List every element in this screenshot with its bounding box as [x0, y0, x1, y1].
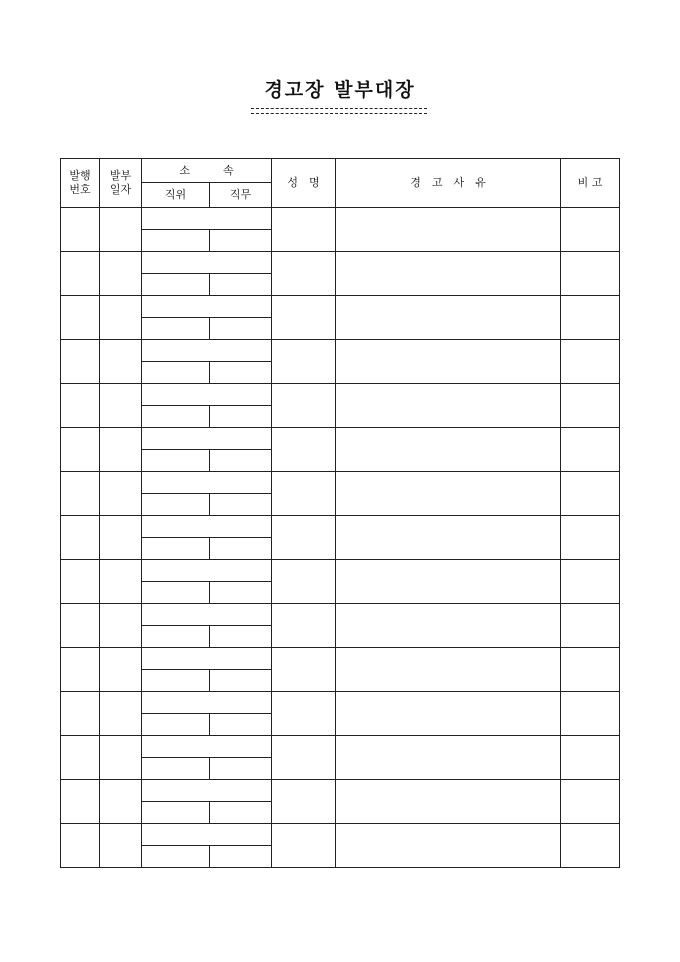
cell-duty[interactable]: [210, 714, 272, 736]
cell-remarks[interactable]: [561, 472, 620, 516]
cell-affiliation[interactable]: [142, 604, 272, 626]
cell-name[interactable]: [272, 648, 336, 692]
cell-issue-number[interactable]: [61, 252, 100, 296]
cell-warning-reason[interactable]: [336, 340, 561, 384]
cell-affiliation[interactable]: [142, 648, 272, 670]
cell-position[interactable]: [142, 802, 210, 824]
cell-remarks[interactable]: [561, 428, 620, 472]
cell-remarks[interactable]: [561, 604, 620, 648]
cell-warning-reason[interactable]: [336, 472, 561, 516]
header-issue-number-line2: 번호: [69, 183, 91, 196]
table-row: [61, 604, 620, 626]
table-row: [61, 648, 620, 670]
cell-warning-reason[interactable]: [336, 604, 561, 648]
header-issue-number-line1: 발행: [69, 169, 91, 182]
cell-remarks[interactable]: [561, 208, 620, 252]
cell-affiliation[interactable]: [142, 252, 272, 274]
cell-name[interactable]: [272, 340, 336, 384]
cell-warning-reason[interactable]: [336, 428, 561, 472]
cell-duty[interactable]: [210, 494, 272, 516]
table-row: [61, 736, 620, 758]
cell-duty[interactable]: [210, 846, 272, 868]
cell-issue-number[interactable]: [61, 604, 100, 648]
header-remarks: 비 고: [561, 159, 620, 208]
cell-warning-reason[interactable]: [336, 208, 561, 252]
cell-remarks[interactable]: [561, 340, 620, 384]
header-issue-date-line2: 일자: [109, 183, 132, 196]
cell-name[interactable]: [272, 208, 336, 252]
table-row: [61, 340, 620, 362]
cell-remarks[interactable]: [561, 648, 620, 692]
cell-issue-date[interactable]: [100, 296, 142, 340]
cell-position[interactable]: [142, 450, 210, 472]
cell-warning-reason[interactable]: [336, 384, 561, 428]
cell-position[interactable]: [142, 670, 210, 692]
cell-remarks[interactable]: [561, 384, 620, 428]
cell-issue-date[interactable]: [100, 340, 142, 384]
table-row: [61, 208, 620, 230]
header-affiliation: 소 속: [142, 159, 272, 183]
table-row: [61, 384, 620, 406]
cell-warning-reason[interactable]: [336, 648, 561, 692]
header-name: 성 명: [272, 159, 336, 208]
cell-warning-reason[interactable]: [336, 560, 561, 604]
cell-issue-number[interactable]: [61, 340, 100, 384]
cell-position[interactable]: [142, 274, 210, 296]
cell-name[interactable]: [272, 384, 336, 428]
cell-duty[interactable]: [210, 626, 272, 648]
cell-position[interactable]: [142, 494, 210, 516]
cell-affiliation[interactable]: [142, 428, 272, 450]
cell-affiliation[interactable]: [142, 736, 272, 758]
cell-position[interactable]: [142, 538, 210, 560]
cell-affiliation[interactable]: [142, 208, 272, 230]
header-issue-number: [61, 159, 100, 208]
ledger-body: [61, 208, 620, 868]
cell-duty[interactable]: [210, 758, 272, 780]
cell-issue-number[interactable]: [61, 824, 100, 868]
cell-remarks[interactable]: [561, 516, 620, 560]
cell-name[interactable]: [272, 824, 336, 868]
cell-issue-date[interactable]: [100, 472, 142, 516]
cell-remarks[interactable]: [561, 560, 620, 604]
cell-duty[interactable]: [210, 362, 272, 384]
table-row: [61, 516, 620, 538]
cell-issue-date[interactable]: [100, 780, 142, 824]
header-issue-date: [100, 159, 142, 208]
cell-issue-number[interactable]: [61, 780, 100, 824]
cell-issue-number[interactable]: [61, 516, 100, 560]
cell-warning-reason[interactable]: [336, 516, 561, 560]
cell-issue-number[interactable]: [61, 428, 100, 472]
cell-duty[interactable]: [210, 318, 272, 340]
table-row: [61, 472, 620, 494]
cell-name[interactable]: [272, 472, 336, 516]
cell-duty[interactable]: [210, 582, 272, 604]
cell-remarks[interactable]: [561, 780, 620, 824]
cell-remarks[interactable]: [561, 252, 620, 296]
cell-name[interactable]: [272, 428, 336, 472]
cell-duty[interactable]: [210, 274, 272, 296]
cell-duty[interactable]: [210, 802, 272, 824]
cell-name[interactable]: [272, 560, 336, 604]
cell-issue-date[interactable]: [100, 208, 142, 252]
cell-issue-number[interactable]: [61, 692, 100, 736]
cell-warning-reason[interactable]: [336, 692, 561, 736]
cell-position[interactable]: [142, 626, 210, 648]
cell-affiliation[interactable]: [142, 340, 272, 362]
header-position: 직위: [142, 183, 210, 208]
cell-issue-number[interactable]: [61, 208, 100, 252]
cell-issue-date[interactable]: [100, 252, 142, 296]
header-duty: 직무: [210, 183, 272, 208]
table-row: [61, 252, 620, 274]
cell-name[interactable]: [272, 780, 336, 824]
cell-duty[interactable]: [210, 538, 272, 560]
cell-issue-number[interactable]: [61, 648, 100, 692]
cell-warning-reason[interactable]: [336, 296, 561, 340]
cell-affiliation[interactable]: [142, 472, 272, 494]
cell-name[interactable]: [272, 516, 336, 560]
table-row: [61, 824, 620, 846]
cell-duty[interactable]: [210, 406, 272, 428]
cell-duty[interactable]: [210, 230, 272, 252]
cell-duty[interactable]: [210, 670, 272, 692]
cell-warning-reason[interactable]: [336, 824, 561, 868]
header-warning-reason: 경 고 사 유: [336, 159, 561, 208]
table-row: [61, 560, 620, 582]
cell-issue-date[interactable]: [100, 824, 142, 868]
cell-position[interactable]: [142, 406, 210, 428]
cell-warning-reason[interactable]: [336, 780, 561, 824]
cell-issue-date[interactable]: [100, 560, 142, 604]
cell-issue-date[interactable]: [100, 428, 142, 472]
cell-issue-number[interactable]: [61, 296, 100, 340]
cell-affiliation[interactable]: [142, 296, 272, 318]
table-row: [61, 692, 620, 714]
cell-remarks[interactable]: [561, 296, 620, 340]
cell-affiliation[interactable]: [142, 824, 272, 846]
cell-position[interactable]: [142, 318, 210, 340]
cell-affiliation[interactable]: [142, 516, 272, 538]
cell-affiliation[interactable]: [142, 384, 272, 406]
cell-warning-reason[interactable]: [336, 252, 561, 296]
cell-issue-date[interactable]: [100, 604, 142, 648]
cell-name[interactable]: [272, 692, 336, 736]
cell-name[interactable]: [272, 296, 336, 340]
cell-issue-date[interactable]: [100, 384, 142, 428]
cell-issue-number[interactable]: [61, 472, 100, 516]
cell-affiliation[interactable]: [142, 780, 272, 802]
cell-position[interactable]: [142, 362, 210, 384]
cell-warning-reason[interactable]: [336, 736, 561, 780]
cell-position[interactable]: [142, 230, 210, 252]
cell-issue-date[interactable]: [100, 736, 142, 780]
warning-issue-ledger-table: [60, 158, 620, 868]
cell-remarks[interactable]: [561, 736, 620, 780]
document-title: 경고장 발부대장: [264, 79, 416, 101]
cell-duty[interactable]: [210, 450, 272, 472]
title-underline: [251, 108, 427, 114]
cell-name[interactable]: [272, 604, 336, 648]
cell-issue-number[interactable]: [61, 736, 100, 780]
cell-issue-date[interactable]: [100, 516, 142, 560]
cell-issue-number[interactable]: [61, 384, 100, 428]
table-row: [61, 780, 620, 802]
cell-affiliation[interactable]: [142, 560, 272, 582]
cell-remarks[interactable]: [561, 824, 620, 868]
header-issue-date-line1: 발부: [109, 169, 132, 182]
cell-issue-date[interactable]: [100, 692, 142, 736]
table-row: [61, 428, 620, 450]
cell-position[interactable]: [142, 846, 210, 868]
cell-position[interactable]: [142, 714, 210, 736]
cell-position[interactable]: [142, 758, 210, 780]
cell-issue-date[interactable]: [100, 648, 142, 692]
table-row: [61, 296, 620, 318]
cell-name[interactable]: [272, 736, 336, 780]
cell-position[interactable]: [142, 582, 210, 604]
cell-name[interactable]: [272, 252, 336, 296]
cell-affiliation[interactable]: [142, 692, 272, 714]
cell-remarks[interactable]: [561, 692, 620, 736]
cell-issue-number[interactable]: [61, 560, 100, 604]
